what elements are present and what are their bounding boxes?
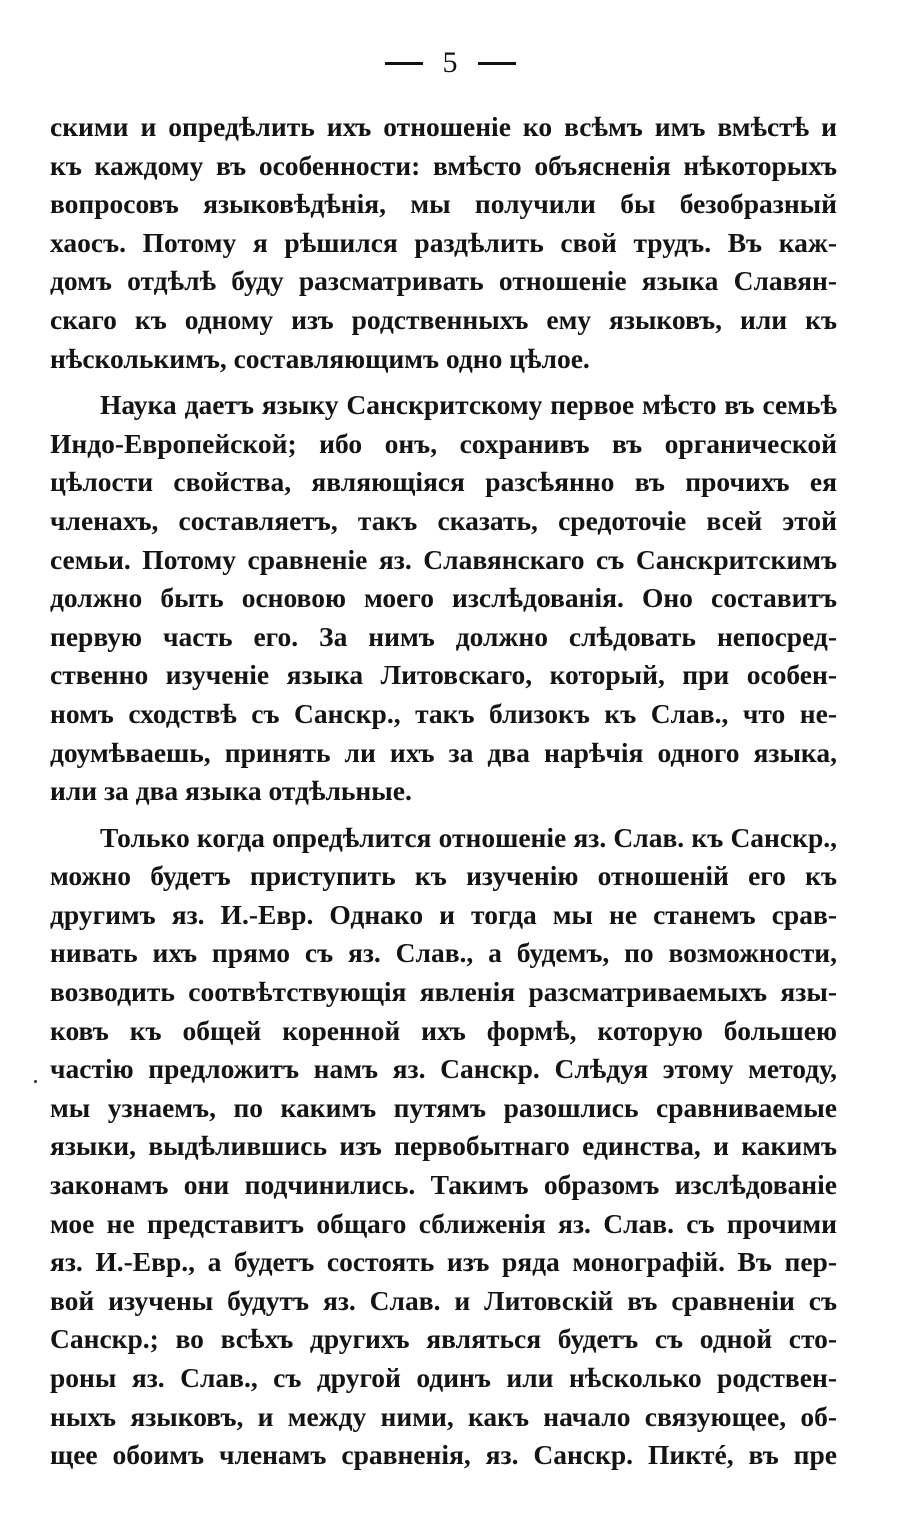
text-line: ковъ къ общей коренной ихъ формѣ, которую большею — [50, 1014, 837, 1046]
margin-speck — [34, 1080, 37, 1083]
text-line: скаго къ одному изъ родственныхъ ему языковъ, или къ — [50, 303, 837, 335]
text-line: Только когда опредѣлится отношеніе яз. Слав. къ Санскр., — [100, 821, 837, 853]
text-line: нѣсколькимъ, составляющимъ одно цѣлое. — [50, 342, 590, 374]
text-line: первую часть его. За нимъ должно слѣдовать непосред- — [50, 620, 837, 652]
text-line: мое не представитъ общаго сближенія яз. Слав. съ прочими — [50, 1207, 837, 1239]
text-line: ныхъ языковъ, и между ними, какъ начало связующее, об- — [50, 1400, 837, 1432]
text-line: вопросовъ языковѣдѣнія, мы получили бы безобразный — [50, 188, 837, 220]
text-line: роны яз. Слав., съ другой одинъ или нѣсколько родствен- — [50, 1362, 837, 1393]
text-line: ственно изученіе языка Литовскаго, который, при особен- — [50, 659, 837, 691]
text-line: должно быть основою моего изслѣдованія. Оно составитъ — [50, 582, 837, 614]
text-line: номъ сходствѣ съ Санскр., такъ близокъ къ Слав., что не- — [50, 697, 837, 729]
text-line: домъ отдѣлѣ буду разсматривать отношеніе языка Славян- — [50, 265, 837, 297]
page-number: 5 — [442, 46, 458, 79]
text-line: яз. И.-Евр., а будетъ состоять изъ ряда монографій. Въ пер- — [50, 1246, 837, 1278]
text-line: можно будетъ приступить къ изученію отношеній его къ — [50, 860, 837, 892]
text-line: Санскр.; во всѣхъ другихъ являться будетъ съ одной сто- — [50, 1323, 837, 1355]
page-header — [0, 40, 900, 86]
text-line: языки, выдѣлившись изъ первобытнаго единства, и какимъ — [50, 1130, 837, 1162]
text-line: возводить соотвѣтствующія явленія разсматриваемыхъ язы- — [50, 976, 837, 1008]
text-line: цѣлости свойства, являющіяся разсѣянно въ прочихъ ея — [50, 466, 837, 498]
text-line: нивать ихъ прямо съ яз. Слав., а будемъ, по возможности, — [50, 937, 837, 969]
right-dash — [478, 62, 516, 65]
body-text — [50, 108, 837, 1475]
text-line: или за два языка отдѣльные. — [50, 775, 412, 807]
text-line: семьи. Потому сравненіе яз. Славянскаго съ Санскритскимъ — [50, 543, 837, 575]
text-line: вой изучены будутъ яз. Слав. и Литовскій въ сравненіи съ — [50, 1284, 837, 1316]
text-line: хаосъ. Потому я рѣшился раздѣлить свой трудъ. Въ каж- — [50, 226, 837, 258]
text-line: скими и опредѣлить ихъ отношеніе ко всѣмъ имъ вмѣстѣ и — [50, 111, 837, 142]
left-dash — [385, 62, 423, 65]
text-line: другимъ яз. И.-Евр. Однако и тогда мы не станемъ срав- — [50, 898, 837, 930]
text-line: частію предложитъ намъ яз. Санскр. Слѣдуя этому методу, — [50, 1053, 837, 1085]
text-line: Индо-Европейской; ибо онъ, сохранивъ въ органической — [50, 427, 837, 459]
text-line: доумѣваешь, принять ли ихъ за два нарѣчія одного языка, — [50, 736, 837, 768]
text-line: Наука даетъ языку Санскритскому первое мѣсто въ семьѣ — [100, 389, 837, 421]
text-line: щее обоимъ членамъ сравненія, яз. Санскр. Пиктé, въ пре — [50, 1439, 837, 1471]
text-line: мы узнаемъ, по какимъ путямъ разошлись сравниваемые — [50, 1091, 837, 1123]
text-line: къ каждому въ особенности: вмѣсто объясненія нѣкоторыхъ — [50, 149, 837, 181]
text-line: законамъ они подчинились. Такимъ образомъ изслѣдованіе — [50, 1169, 837, 1201]
text-line: членахъ, составляетъ, такъ сказать, средоточіе всей этой — [50, 504, 837, 536]
